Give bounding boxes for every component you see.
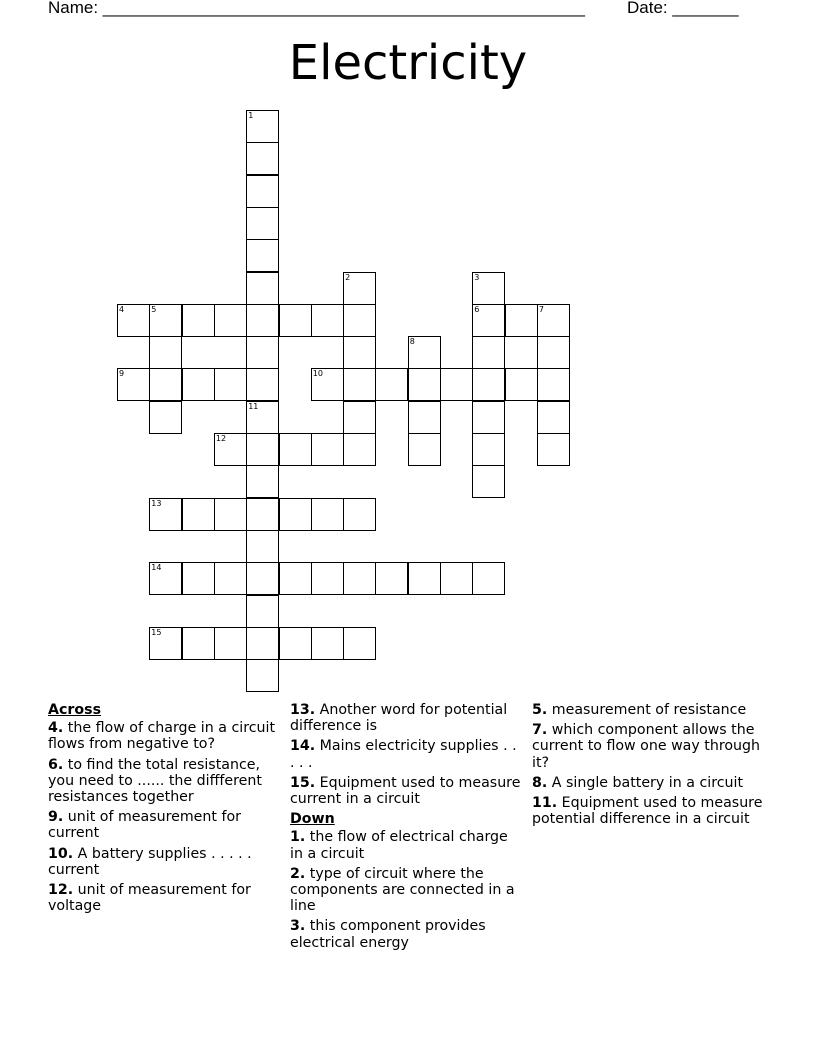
clue-item	[48, 809, 280, 841]
grid-cell[interactable]	[408, 433, 441, 466]
grid-cell[interactable]	[537, 336, 570, 369]
clue-number: 8	[409, 337, 415, 347]
clue-item-number: 15.	[290, 774, 316, 791]
grid-cell[interactable]	[311, 368, 344, 401]
clue-item-number: 6.	[48, 756, 64, 773]
grid-cell[interactable]	[440, 368, 473, 401]
grid-cell[interactable]	[311, 562, 344, 595]
grid-cell[interactable]	[246, 110, 279, 143]
grid-cell[interactable]	[246, 401, 279, 434]
clue-item-text: Mains electricity supplies . . . . .	[290, 738, 517, 771]
clue-number: 11	[248, 401, 259, 411]
clue-item-text: this component provides electrical energy	[290, 918, 486, 951]
grid-cell[interactable]	[149, 401, 182, 434]
clue-item	[290, 775, 522, 807]
clue-item-text: Equipment used to measure current in a circuit	[290, 774, 521, 808]
clue-item	[48, 846, 280, 878]
clue-item	[48, 882, 280, 914]
clue-item-text: the flow of electrical charge in a circuit	[290, 829, 508, 862]
name-field-label: Name: ___________________________________________________	[48, 0, 585, 17]
grid-cell[interactable]	[408, 401, 441, 434]
grid-cell[interactable]	[149, 562, 182, 595]
grid-cell[interactable]	[537, 304, 570, 337]
clue-item-number: 2.	[290, 865, 306, 882]
grid-cell[interactable]	[214, 562, 247, 595]
clue-item-number: 13.	[290, 702, 316, 718]
clue-item	[48, 720, 280, 752]
grid-cell[interactable]	[537, 368, 570, 401]
grid-cell[interactable]	[408, 368, 441, 401]
grid-cell[interactable]	[343, 498, 376, 531]
grid-cell[interactable]	[246, 272, 279, 305]
grid-cell[interactable]	[149, 368, 182, 401]
grid-cell[interactable]	[246, 433, 279, 466]
grid-cell[interactable]	[375, 368, 408, 401]
grid-cell[interactable]	[246, 175, 279, 208]
grid-cell[interactable]	[311, 304, 344, 337]
grid-cell[interactable]	[149, 627, 182, 660]
grid-cell[interactable]	[472, 336, 505, 369]
grid-cell[interactable]	[214, 433, 247, 466]
clue-number: 15	[151, 627, 162, 637]
grid-cell[interactable]	[279, 304, 312, 337]
grid-cell[interactable]	[149, 336, 182, 369]
grid-cell[interactable]	[182, 627, 215, 660]
grid-cell[interactable]	[246, 142, 279, 175]
grid-cell[interactable]	[472, 304, 505, 337]
grid-cell[interactable]	[472, 465, 505, 498]
clue-item	[532, 775, 764, 791]
grid-cell[interactable]	[311, 433, 344, 466]
clue-item-text: unit of measurement for current	[48, 809, 241, 842]
clue-item	[48, 757, 280, 806]
grid-cell[interactable]	[472, 401, 505, 434]
clue-item	[290, 702, 522, 734]
clue-item	[290, 738, 522, 770]
clue-number: 14	[151, 563, 162, 573]
grid-cell[interactable]	[214, 498, 247, 531]
clue-item-text: Equipment used to measure potential difference in a circuit	[532, 795, 763, 828]
grid-cell[interactable]	[279, 562, 312, 595]
grid-cell[interactable]	[182, 304, 215, 337]
clue-number: 6	[474, 304, 480, 314]
clue-item-number: 7.	[532, 722, 548, 739]
grid-cell[interactable]	[343, 304, 376, 337]
clue-item-text: to find the total resistance, you need to ...... the diffferent resistances together	[48, 756, 262, 806]
grid-cell[interactable]	[246, 207, 279, 240]
grid-cell[interactable]	[182, 368, 215, 401]
grid-cell[interactable]	[408, 562, 441, 595]
grid-cell[interactable]	[182, 562, 215, 595]
clue-item-text: A battery supplies . . . . . current	[48, 845, 252, 878]
page-title: Electricity	[288, 35, 528, 91]
clue-number: 1	[248, 111, 254, 120]
grid-cell[interactable]	[472, 368, 505, 401]
clue-item-text: which component allows the current to flow one way through it?	[532, 722, 761, 771]
grid-cell[interactable]	[149, 498, 182, 531]
clue-number: 13	[151, 498, 162, 508]
clue-item	[290, 866, 522, 915]
grid-cell[interactable]	[246, 336, 279, 369]
clue-item-text: the flow of charge in a circuit flows from negative to?	[48, 720, 276, 753]
grid-cell[interactable]	[279, 433, 312, 466]
grid-cell[interactable]	[149, 304, 182, 337]
clue-number: 12	[215, 434, 227, 443]
grid-cell[interactable]	[408, 336, 441, 369]
clue-number: 3	[474, 272, 480, 282]
grid-cell[interactable]	[311, 498, 344, 531]
clue-item	[290, 918, 522, 950]
grid-cell[interactable]	[505, 368, 538, 401]
date-field-label: Date: _______	[627, 0, 739, 17]
grid-cell[interactable]	[343, 272, 376, 305]
clue-item	[532, 722, 764, 771]
grid-cell[interactable]	[375, 562, 408, 595]
grid-cell[interactable]	[537, 433, 570, 466]
grid-cell[interactable]	[117, 368, 150, 401]
clue-item-number: 1.	[290, 829, 306, 846]
clue-item-number: 5.	[532, 702, 548, 718]
clue-item-number: 14.	[290, 738, 316, 755]
clue-item-text: A single battery in a circuit	[551, 774, 744, 791]
clue-item	[532, 702, 764, 718]
clue-item-number: 12.	[48, 882, 74, 899]
clue-item-number: 3.	[290, 918, 306, 935]
grid-cell[interactable]	[343, 401, 376, 434]
clue-item-number: 4.	[48, 720, 64, 737]
clues-column-2	[290, 702, 522, 955]
grid-cell[interactable]	[343, 336, 376, 369]
clue-section-heading: Across	[48, 702, 102, 718]
grid-cell[interactable]	[472, 433, 505, 466]
clue-number: 10	[312, 369, 323, 379]
clues-column-1	[48, 702, 280, 918]
grid-cell[interactable]	[311, 627, 344, 660]
clues-column-3	[532, 702, 764, 831]
clue-number: 9	[119, 369, 125, 379]
clue-item-number: 9.	[48, 809, 64, 826]
grid-cell[interactable]	[246, 239, 279, 272]
clue-item-text: type of circuit where the components are connected in a line	[290, 865, 515, 915]
grid-cell[interactable]	[246, 465, 279, 498]
clue-item-number: 10.	[48, 845, 74, 862]
grid-cell[interactable]	[246, 627, 279, 660]
clue-number: 2	[345, 272, 351, 282]
grid-cell[interactable]	[343, 368, 376, 401]
clue-number: 4	[119, 304, 125, 314]
grid-cell[interactable]	[472, 562, 505, 595]
clue-item-number: 11.	[532, 795, 558, 812]
clue-number: 7	[538, 304, 544, 314]
clue-item	[532, 795, 764, 827]
clue-number: 5	[151, 304, 157, 314]
grid-cell[interactable]	[472, 272, 505, 305]
grid-cell[interactable]	[246, 530, 279, 563]
grid-cell[interactable]	[343, 562, 376, 595]
grid-cell[interactable]	[214, 368, 247, 401]
clue-item-text: Another word for potential difference is	[290, 702, 508, 735]
grid-cell[interactable]	[440, 562, 473, 595]
clue-item-number: 8.	[532, 774, 548, 791]
grid-cell[interactable]	[214, 304, 247, 337]
grid-cell[interactable]	[343, 627, 376, 660]
grid-cell[interactable]	[505, 304, 538, 337]
clue-item	[290, 829, 522, 861]
grid-cell[interactable]	[279, 498, 312, 531]
grid-cell[interactable]	[246, 595, 279, 628]
clue-item-text: unit of measurement for voltage	[48, 882, 251, 915]
grid-cell[interactable]	[537, 401, 570, 434]
grid-cell[interactable]	[279, 627, 312, 660]
grid-cell[interactable]	[117, 304, 150, 337]
grid-cell[interactable]	[246, 368, 279, 401]
clue-item-text: measurement of resistance	[551, 702, 747, 718]
grid-cell[interactable]	[214, 627, 247, 660]
grid-cell[interactable]	[246, 498, 279, 531]
grid-cell[interactable]	[182, 498, 215, 531]
grid-cell[interactable]	[246, 562, 279, 595]
grid-cell[interactable]	[343, 433, 376, 466]
clue-section-heading: Down	[290, 811, 335, 828]
grid-cell[interactable]	[246, 304, 279, 337]
grid-cell[interactable]	[246, 659, 279, 692]
